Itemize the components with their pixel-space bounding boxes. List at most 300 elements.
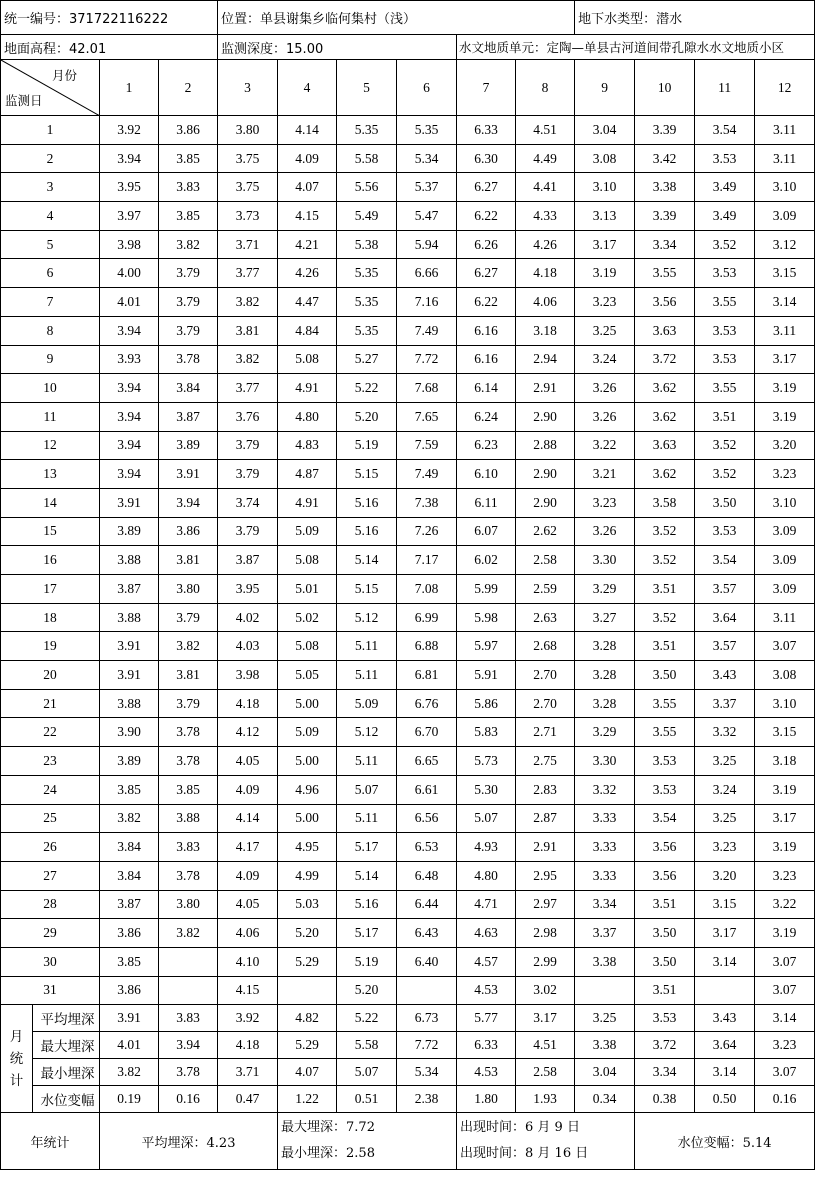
value-cell: 3.83 bbox=[159, 833, 218, 862]
stat-value: 3.82 bbox=[100, 1059, 159, 1086]
value-cell: 2.97 bbox=[516, 890, 575, 919]
value-cell: 3.73 bbox=[218, 202, 278, 231]
value-cell: 3.49 bbox=[695, 202, 755, 231]
value-cell: 3.98 bbox=[218, 661, 278, 690]
value-cell: 3.28 bbox=[575, 632, 635, 661]
value-cell: 3.49 bbox=[695, 173, 755, 202]
value-cell: 5.12 bbox=[337, 718, 397, 747]
stat-value: 2.38 bbox=[397, 1086, 457, 1113]
stat-value: 2.58 bbox=[516, 1059, 575, 1086]
value-cell: 6.81 bbox=[397, 661, 457, 690]
day-cell: 17 bbox=[1, 575, 100, 604]
day-axis-label: 监测日 bbox=[5, 93, 43, 108]
value-cell: 3.39 bbox=[635, 116, 695, 145]
value-cell: 4.01 bbox=[100, 288, 159, 317]
value-cell: 3.04 bbox=[575, 116, 635, 145]
table-row bbox=[1, 919, 815, 948]
day-cell: 13 bbox=[1, 460, 100, 489]
value-cell: 4.93 bbox=[457, 833, 516, 862]
value-cell: 6.88 bbox=[397, 632, 457, 661]
table-row bbox=[1, 345, 815, 374]
value-cell: 3.82 bbox=[218, 288, 278, 317]
stat-value: 5.77 bbox=[457, 1005, 516, 1032]
value-cell: 3.81 bbox=[159, 546, 218, 575]
value-cell: 3.26 bbox=[575, 402, 635, 431]
value-cell: 4.03 bbox=[218, 632, 278, 661]
value-cell: 4.06 bbox=[516, 288, 575, 317]
value-cell: 3.53 bbox=[695, 144, 755, 173]
value-cell: 3.09 bbox=[755, 202, 815, 231]
table-row bbox=[1, 603, 815, 632]
value-cell: 3.53 bbox=[695, 517, 755, 546]
value-cell: 3.54 bbox=[695, 546, 755, 575]
table-row bbox=[1, 460, 815, 489]
value-cell: 4.63 bbox=[457, 919, 516, 948]
value-cell: 3.94 bbox=[100, 374, 159, 403]
day-cell: 11 bbox=[1, 402, 100, 431]
value-cell: 3.81 bbox=[159, 661, 218, 690]
value-cell: 6.40 bbox=[397, 947, 457, 976]
value-cell: 2.94 bbox=[516, 345, 575, 374]
value-cell: 3.07 bbox=[755, 976, 815, 1005]
value-cell: 6.22 bbox=[457, 202, 516, 231]
value-cell: 2.71 bbox=[516, 718, 575, 747]
monthly-stats-label bbox=[1, 1005, 33, 1113]
value-cell: 3.87 bbox=[218, 546, 278, 575]
value-cell: 4.91 bbox=[278, 488, 337, 517]
value-cell: 3.52 bbox=[635, 546, 695, 575]
value-cell: 6.65 bbox=[397, 747, 457, 776]
day-cell: 27 bbox=[1, 861, 100, 890]
value-cell: 3.94 bbox=[100, 431, 159, 460]
value-cell: 6.66 bbox=[397, 259, 457, 288]
value-cell: 3.79 bbox=[159, 288, 218, 317]
value-cell: 4.14 bbox=[218, 804, 278, 833]
value-cell: 5.20 bbox=[278, 919, 337, 948]
value-cell: 2.62 bbox=[516, 517, 575, 546]
value-cell: 2.91 bbox=[516, 374, 575, 403]
value-cell: 5.37 bbox=[397, 173, 457, 202]
value-cell: 3.32 bbox=[695, 718, 755, 747]
table-row bbox=[1, 575, 815, 604]
value-cell: 3.79 bbox=[159, 259, 218, 288]
value-cell: 7.59 bbox=[397, 431, 457, 460]
value-cell: 4.33 bbox=[516, 202, 575, 231]
stat-value: 3.92 bbox=[218, 1005, 278, 1032]
table-row bbox=[1, 546, 815, 575]
yearly-stats-row bbox=[1, 1113, 815, 1170]
value-cell: 2.59 bbox=[516, 575, 575, 604]
stat-value: 4.07 bbox=[278, 1059, 337, 1086]
value-cell: 3.29 bbox=[575, 718, 635, 747]
value-cell: 5.16 bbox=[337, 517, 397, 546]
value-cell: 4.21 bbox=[278, 230, 337, 259]
value-cell: 4.09 bbox=[278, 144, 337, 173]
value-cell: 3.38 bbox=[635, 173, 695, 202]
value-cell: 3.11 bbox=[755, 603, 815, 632]
stat-value: 3.17 bbox=[516, 1005, 575, 1032]
value-cell: 3.50 bbox=[635, 947, 695, 976]
day-cell: 9 bbox=[1, 345, 100, 374]
stat-value: 0.16 bbox=[159, 1086, 218, 1113]
value-cell: 3.91 bbox=[100, 632, 159, 661]
value-cell: 3.33 bbox=[575, 833, 635, 862]
value-cell: 3.10 bbox=[755, 689, 815, 718]
value-cell: 3.18 bbox=[516, 316, 575, 345]
value-cell: 2.70 bbox=[516, 661, 575, 690]
value-cell: 3.21 bbox=[575, 460, 635, 489]
value-cell: 3.86 bbox=[100, 976, 159, 1005]
value-cell: 3.17 bbox=[575, 230, 635, 259]
value-cell: 5.22 bbox=[337, 374, 397, 403]
stat-value: 0.38 bbox=[635, 1086, 695, 1113]
value-cell: 3.14 bbox=[755, 288, 815, 317]
value-cell: 3.52 bbox=[695, 431, 755, 460]
value-cell: 4.96 bbox=[278, 775, 337, 804]
day-cell: 18 bbox=[1, 603, 100, 632]
value-cell: 3.42 bbox=[635, 144, 695, 173]
stat-value: 3.43 bbox=[695, 1005, 755, 1032]
value-cell: 2.90 bbox=[516, 402, 575, 431]
value-cell: 4.87 bbox=[278, 460, 337, 489]
value-cell: 6.70 bbox=[397, 718, 457, 747]
value-cell: 3.25 bbox=[695, 804, 755, 833]
day-cell: 5 bbox=[1, 230, 100, 259]
table-row bbox=[1, 316, 815, 345]
value-cell: 3.82 bbox=[218, 345, 278, 374]
value-cell: 3.19 bbox=[755, 402, 815, 431]
value-cell: 5.11 bbox=[337, 804, 397, 833]
value-cell: 3.64 bbox=[695, 603, 755, 632]
value-cell: 4.18 bbox=[516, 259, 575, 288]
value-cell: 5.17 bbox=[337, 919, 397, 948]
value-cell: 3.89 bbox=[159, 431, 218, 460]
value-cell: 5.09 bbox=[278, 718, 337, 747]
value-cell: 3.79 bbox=[159, 689, 218, 718]
value-cell: 5.20 bbox=[337, 402, 397, 431]
value-cell: 3.23 bbox=[575, 488, 635, 517]
table-row bbox=[1, 488, 815, 517]
value-cell: 3.10 bbox=[755, 173, 815, 202]
value-cell: 3.10 bbox=[755, 488, 815, 517]
value-cell: 3.19 bbox=[755, 919, 815, 948]
yearly-times bbox=[457, 1113, 635, 1170]
day-cell: 4 bbox=[1, 202, 100, 231]
stat-value: 3.25 bbox=[575, 1005, 635, 1032]
value-cell: 5.16 bbox=[337, 890, 397, 919]
value-cell: 3.30 bbox=[575, 546, 635, 575]
value-cell: 6.14 bbox=[457, 374, 516, 403]
value-cell: 3.38 bbox=[575, 947, 635, 976]
yearly-max: 最大埋深：7.72 bbox=[281, 1120, 375, 1136]
value-cell: 3.50 bbox=[635, 661, 695, 690]
value-cell bbox=[575, 976, 635, 1005]
monthly-label-char: 计 bbox=[9, 1072, 24, 1088]
value-cell: 6.07 bbox=[457, 517, 516, 546]
value-cell: 6.11 bbox=[457, 488, 516, 517]
value-cell: 3.87 bbox=[100, 890, 159, 919]
value-cell: 3.19 bbox=[755, 775, 815, 804]
value-cell: 4.17 bbox=[218, 833, 278, 862]
stat-value: 6.33 bbox=[457, 1032, 516, 1059]
value-cell: 2.70 bbox=[516, 689, 575, 718]
value-cell: 3.19 bbox=[575, 259, 635, 288]
value-cell: 5.34 bbox=[397, 144, 457, 173]
table-row bbox=[1, 775, 815, 804]
value-cell: 3.50 bbox=[635, 919, 695, 948]
value-cell: 3.95 bbox=[218, 575, 278, 604]
value-cell: 3.79 bbox=[218, 460, 278, 489]
value-cell: 5.02 bbox=[278, 603, 337, 632]
value-cell: 6.22 bbox=[457, 288, 516, 317]
value-cell: 5.83 bbox=[457, 718, 516, 747]
value-cell: 3.29 bbox=[575, 575, 635, 604]
value-cell: 5.09 bbox=[278, 517, 337, 546]
month-header: 10 bbox=[635, 60, 695, 116]
day-cell: 3 bbox=[1, 173, 100, 202]
stat-value: 4.01 bbox=[100, 1032, 159, 1059]
value-cell: 5.01 bbox=[278, 575, 337, 604]
value-cell: 3.91 bbox=[100, 488, 159, 517]
table-row bbox=[1, 689, 815, 718]
value-cell: 3.82 bbox=[159, 919, 218, 948]
value-cell: 5.58 bbox=[337, 144, 397, 173]
value-cell: 3.91 bbox=[100, 661, 159, 690]
value-cell: 3.92 bbox=[100, 116, 159, 145]
value-cell: 3.86 bbox=[159, 116, 218, 145]
value-cell: 3.14 bbox=[695, 947, 755, 976]
value-cell: 5.35 bbox=[397, 116, 457, 145]
month-header: 3 bbox=[218, 60, 278, 116]
value-cell: 3.32 bbox=[575, 775, 635, 804]
value-cell: 3.26 bbox=[575, 374, 635, 403]
value-cell: 3.75 bbox=[218, 173, 278, 202]
value-cell: 5.91 bbox=[457, 661, 516, 690]
table-row bbox=[1, 259, 815, 288]
value-cell: 5.29 bbox=[278, 947, 337, 976]
day-cell: 10 bbox=[1, 374, 100, 403]
value-cell: 3.79 bbox=[218, 431, 278, 460]
value-cell: 3.13 bbox=[575, 202, 635, 231]
value-cell: 5.98 bbox=[457, 603, 516, 632]
value-cell: 4.47 bbox=[278, 288, 337, 317]
value-cell: 3.75 bbox=[218, 144, 278, 173]
stat-value: 0.51 bbox=[337, 1086, 397, 1113]
value-cell: 6.99 bbox=[397, 603, 457, 632]
value-cell: 4.12 bbox=[218, 718, 278, 747]
value-cell: 6.10 bbox=[457, 460, 516, 489]
value-cell: 3.27 bbox=[575, 603, 635, 632]
value-cell: 6.16 bbox=[457, 345, 516, 374]
value-cell: 3.62 bbox=[635, 374, 695, 403]
value-cell: 5.03 bbox=[278, 890, 337, 919]
value-cell: 3.88 bbox=[100, 689, 159, 718]
value-cell: 7.49 bbox=[397, 460, 457, 489]
value-cell: 3.80 bbox=[218, 116, 278, 145]
value-cell: 5.16 bbox=[337, 488, 397, 517]
table-row bbox=[1, 173, 815, 202]
value-cell bbox=[159, 976, 218, 1005]
value-cell: 7.72 bbox=[397, 345, 457, 374]
value-cell: 3.23 bbox=[755, 460, 815, 489]
value-cell: 5.30 bbox=[457, 775, 516, 804]
table-row bbox=[1, 431, 815, 460]
value-cell: 3.30 bbox=[575, 747, 635, 776]
value-cell bbox=[695, 976, 755, 1005]
stat-value: 3.14 bbox=[695, 1059, 755, 1086]
value-cell: 6.27 bbox=[457, 259, 516, 288]
value-cell: 4.84 bbox=[278, 316, 337, 345]
value-cell: 5.47 bbox=[397, 202, 457, 231]
stat-value: 3.91 bbox=[100, 1005, 159, 1032]
stat-value: 3.71 bbox=[218, 1059, 278, 1086]
table-row bbox=[1, 632, 815, 661]
value-cell: 3.50 bbox=[695, 488, 755, 517]
value-cell: 3.87 bbox=[100, 575, 159, 604]
stat-value: 5.29 bbox=[278, 1032, 337, 1059]
value-cell: 6.53 bbox=[397, 833, 457, 862]
value-cell: 3.52 bbox=[635, 517, 695, 546]
day-cell: 30 bbox=[1, 947, 100, 976]
month-header: 12 bbox=[755, 60, 815, 116]
value-cell: 3.78 bbox=[159, 747, 218, 776]
stat-value: 3.53 bbox=[635, 1005, 695, 1032]
value-cell: 3.09 bbox=[755, 575, 815, 604]
value-cell: 3.09 bbox=[755, 517, 815, 546]
stat-value: 5.58 bbox=[337, 1032, 397, 1059]
value-cell: 2.83 bbox=[516, 775, 575, 804]
value-cell: 3.82 bbox=[159, 632, 218, 661]
value-cell: 3.22 bbox=[575, 431, 635, 460]
value-cell: 3.17 bbox=[755, 804, 815, 833]
day-cell: 23 bbox=[1, 747, 100, 776]
value-cell: 3.85 bbox=[100, 775, 159, 804]
value-cell: 3.82 bbox=[100, 804, 159, 833]
value-cell: 3.19 bbox=[755, 833, 815, 862]
station-id: 统一编号：371722116222 bbox=[1, 1, 218, 35]
value-cell: 3.23 bbox=[755, 861, 815, 890]
value-cell: 3.11 bbox=[755, 116, 815, 145]
value-cell: 7.17 bbox=[397, 546, 457, 575]
value-cell: 3.08 bbox=[575, 144, 635, 173]
monthly-stat-row bbox=[1, 1059, 815, 1086]
value-cell: 2.90 bbox=[516, 488, 575, 517]
table-row bbox=[1, 890, 815, 919]
value-cell: 5.15 bbox=[337, 460, 397, 489]
value-cell: 6.16 bbox=[457, 316, 516, 345]
month-header: 5 bbox=[337, 60, 397, 116]
value-cell: 3.88 bbox=[100, 546, 159, 575]
value-cell: 3.86 bbox=[159, 517, 218, 546]
value-cell: 5.35 bbox=[337, 288, 397, 317]
stat-value: 3.34 bbox=[635, 1059, 695, 1086]
stat-value: 1.22 bbox=[278, 1086, 337, 1113]
value-cell: 5.86 bbox=[457, 689, 516, 718]
value-cell: 3.17 bbox=[695, 919, 755, 948]
value-cell: 3.95 bbox=[100, 173, 159, 202]
value-cell: 4.99 bbox=[278, 861, 337, 890]
value-cell: 3.37 bbox=[695, 689, 755, 718]
value-cell: 3.88 bbox=[100, 603, 159, 632]
value-cell: 3.79 bbox=[159, 603, 218, 632]
value-cell: 3.10 bbox=[575, 173, 635, 202]
value-cell: 3.90 bbox=[100, 718, 159, 747]
value-cell bbox=[159, 947, 218, 976]
value-cell: 5.27 bbox=[337, 345, 397, 374]
value-cell: 3.81 bbox=[218, 316, 278, 345]
value-cell: 3.11 bbox=[755, 316, 815, 345]
value-cell: 3.51 bbox=[695, 402, 755, 431]
value-cell: 5.11 bbox=[337, 632, 397, 661]
value-cell: 2.63 bbox=[516, 603, 575, 632]
yearly-min-time: 出现时间：8 月 16 日 bbox=[460, 1146, 589, 1162]
value-cell: 5.38 bbox=[337, 230, 397, 259]
value-cell: 5.19 bbox=[337, 431, 397, 460]
value-cell: 4.02 bbox=[218, 603, 278, 632]
day-cell: 7 bbox=[1, 288, 100, 317]
value-cell: 3.17 bbox=[755, 345, 815, 374]
value-cell: 5.14 bbox=[337, 546, 397, 575]
value-cell: 3.63 bbox=[635, 316, 695, 345]
day-cell: 8 bbox=[1, 316, 100, 345]
value-cell: 5.15 bbox=[337, 575, 397, 604]
value-cell: 3.07 bbox=[755, 947, 815, 976]
value-cell: 3.18 bbox=[755, 747, 815, 776]
value-cell: 4.09 bbox=[218, 861, 278, 890]
value-cell bbox=[278, 976, 337, 1005]
value-cell: 3.25 bbox=[695, 747, 755, 776]
stat-value: 7.72 bbox=[397, 1032, 457, 1059]
value-cell: 3.74 bbox=[218, 488, 278, 517]
value-cell: 5.97 bbox=[457, 632, 516, 661]
value-cell: 3.94 bbox=[100, 402, 159, 431]
value-cell: 3.20 bbox=[755, 431, 815, 460]
stat-value: 0.34 bbox=[575, 1086, 635, 1113]
value-cell: 5.08 bbox=[278, 546, 337, 575]
table-row bbox=[1, 288, 815, 317]
value-cell: 3.52 bbox=[635, 603, 695, 632]
value-cell: 3.57 bbox=[695, 632, 755, 661]
value-cell: 4.51 bbox=[516, 116, 575, 145]
value-cell bbox=[397, 976, 457, 1005]
day-cell: 31 bbox=[1, 976, 100, 1005]
value-cell: 3.89 bbox=[100, 517, 159, 546]
day-cell: 28 bbox=[1, 890, 100, 919]
stat-value: 1.80 bbox=[457, 1086, 516, 1113]
value-cell: 3.78 bbox=[159, 718, 218, 747]
value-cell: 7.68 bbox=[397, 374, 457, 403]
value-cell: 3.72 bbox=[635, 345, 695, 374]
value-cell: 4.15 bbox=[218, 976, 278, 1005]
value-cell: 5.35 bbox=[337, 259, 397, 288]
month-header: 6 bbox=[397, 60, 457, 116]
value-cell: 2.58 bbox=[516, 546, 575, 575]
monitor-depth: 监测深度：15.00 bbox=[218, 35, 457, 60]
value-cell: 3.62 bbox=[635, 402, 695, 431]
value-cell: 3.07 bbox=[755, 632, 815, 661]
value-cell: 4.80 bbox=[278, 402, 337, 431]
value-cell: 7.49 bbox=[397, 316, 457, 345]
value-cell: 3.51 bbox=[635, 890, 695, 919]
day-cell: 29 bbox=[1, 919, 100, 948]
monthly-label-char: 月 bbox=[9, 1028, 24, 1044]
value-cell: 4.00 bbox=[100, 259, 159, 288]
value-cell: 3.11 bbox=[755, 144, 815, 173]
table-row bbox=[1, 374, 815, 403]
value-cell: 5.07 bbox=[337, 775, 397, 804]
monthly-stat-row bbox=[1, 1086, 815, 1113]
value-cell: 5.07 bbox=[457, 804, 516, 833]
